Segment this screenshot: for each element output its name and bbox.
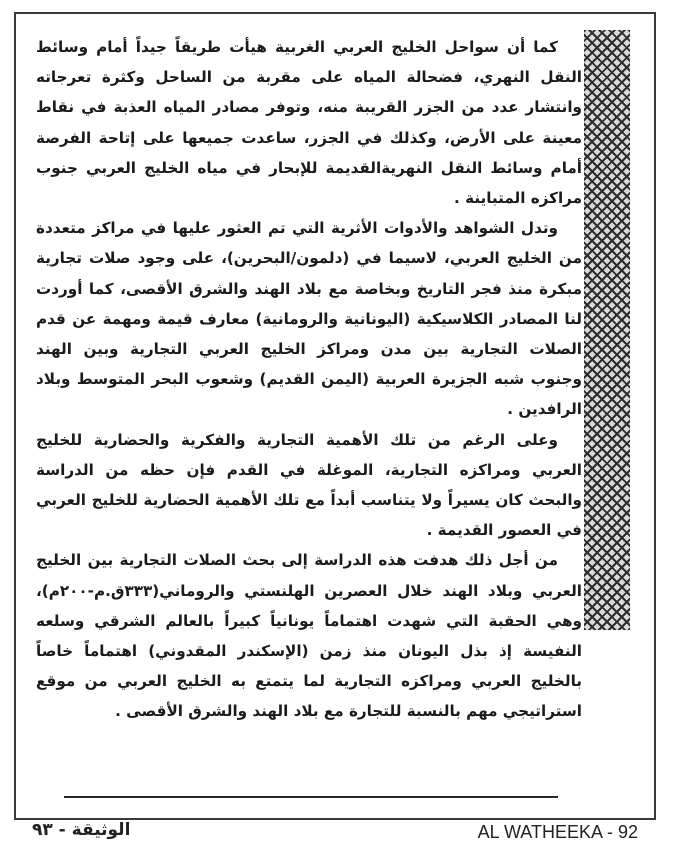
paragraph-2: وتدل الشواهد والأدوات الأثرية التي تم العثور عليها في مراكز متعددة من الخليج العربي، لاسيما في (دلمون/البحرين)، على وجود صلات تجارية مبكرة منذ فجر التاريخ وبخاصة مع بلاد الهند والشرق الأقصى، كما أوردت لنا المصادر الكلاسيكية (اليونانية والرومانية) معارف قيمة ومهمة عن قدم الصلات التجارية بين مدن ومراكز الخليج العربي التجارية وبين الهند وجنوب شبه الجزيرة العربية (اليمن القديم) وشعوب البحر المتوسط وبلاد الرافدين .	[36, 219, 582, 419]
footer-divider	[64, 796, 558, 798]
decorative-hatch-strip	[584, 30, 630, 630]
footer-page-arabic: الوثيقة - ٩٣	[32, 820, 131, 840]
article-body	[36, 32, 582, 727]
paragraph-3: وعلى الرغم من تلك الأهمية التجارية والفكرية والحضارية للخليج العربي ومراكزه التجارية، الموغلة في القدم فإن حظه من الدراسة والبحث كان يسيراً ولا يتناسب أبداً مع تلك الأهمية الحضارية للخليج العربي في العصور القديمة .	[36, 430, 582, 540]
paragraph-4: من أجل ذلك هدفت هذه الدراسة إلى بحث الصلات التجارية بين الخليج العربي وبلاد الهند خلال العصرين الهلنستي والروماني(٣٣٣ق.م-٢٠٠م)، وهي الحقبة التي شهدت اهتماماً يونانياً كبيراً بالعالم الشرقي وسلعه النفيسة إذ بذل اليونان منذ زمن (الإسكندر المقدوني) اهتماماً خاصاً بالخليج العربي ومراكزه التجارية لما يتمتع به الخليج العربي من موقع استراتيجي مهم بالنسبة للتجارة مع بلاد الهند والشرق الأقصى .	[36, 551, 582, 721]
footer-page-english: AL WATHEEKA - 92	[477, 822, 638, 842]
paragraph-1: كما أن سواحل الخليج العربي الغربية هيأت طريقاً جيداً أمام وسائط النقل النهري، فضحالة المياه على مقربة من الساحل وكثرة تعرجاته وانتشار عدد من الجزر القريبة منه، وتوفر مصادر المياه العذبة في نقاط معينة على الأرض، وكذلك في الجزر، ساعدت جميعها على إتاحة الفرصة أمام وسائط النقل النهريةالقديمة للإبحار في مياه الخليج العربي جنوب مراكزه المتباينة .	[36, 38, 582, 208]
